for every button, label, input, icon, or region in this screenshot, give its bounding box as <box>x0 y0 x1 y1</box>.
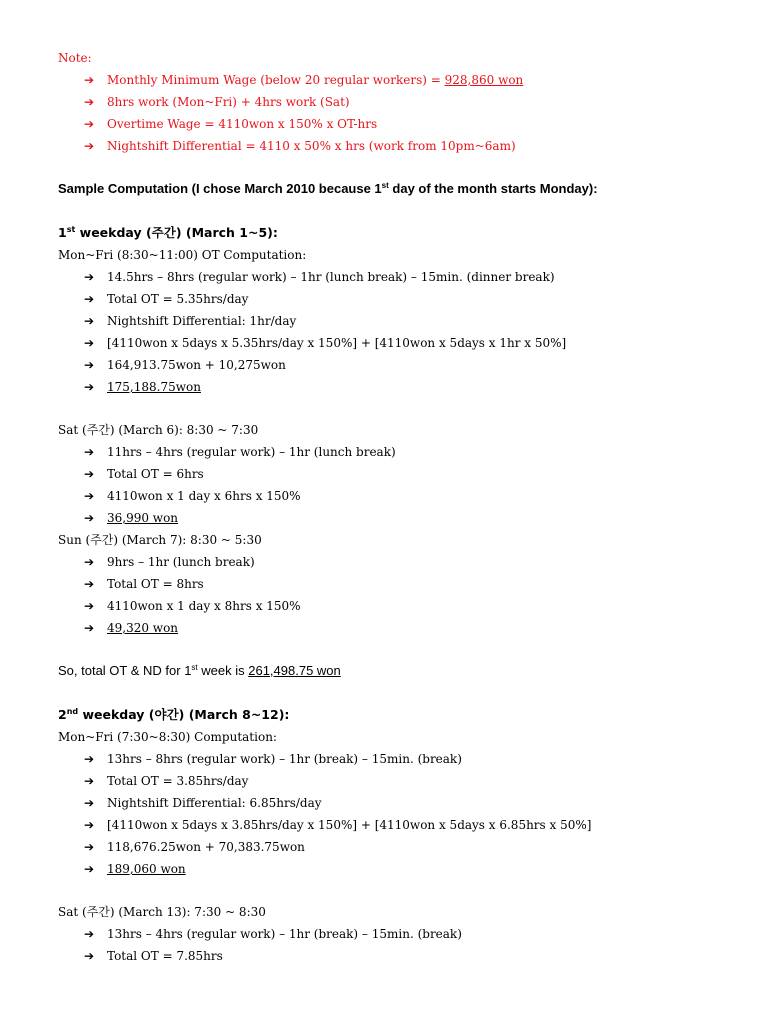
arrow-icon: ➔ <box>84 73 95 87</box>
list-item: ➔ 4110won x 1 day x 6hrs x 150% <box>84 489 301 503</box>
arrow-icon: ➔ <box>84 270 95 284</box>
list-item: ➔ 13hrs – 4hrs (regular work) – 1hr (break) – 15min. (break) <box>84 927 462 941</box>
arrow-icon: ➔ <box>84 949 95 963</box>
list-item-total: ➔ 189,060 won <box>84 862 186 876</box>
list-item: ➔ 13hrs – 8hrs (regular work) – 1hr (break) – 15min. (break) <box>84 752 462 766</box>
arrow-icon: ➔ <box>84 621 95 635</box>
arrow-icon: ➔ <box>84 511 95 525</box>
arrow-icon: ➔ <box>84 840 95 854</box>
list-item: ➔ [4110won x 5days x 3.85hrs/day x 150%] + [4110won x 5days x 6.85hrs x 50%] <box>84 818 592 832</box>
note-label: Note: <box>58 51 92 65</box>
week2-heading: 2nd weekday (야간) (March 8~12): <box>58 707 290 722</box>
arrow-icon: ➔ <box>84 774 95 788</box>
list-item: ➔ Total OT = 3.85hrs/day <box>84 774 249 788</box>
arrow-icon: ➔ <box>84 336 95 350</box>
arrow-icon: ➔ <box>84 358 95 372</box>
arrow-icon: ➔ <box>84 95 95 109</box>
minimum-wage-value: 928,860 won <box>444 73 524 87</box>
week1-total-value: 261,498.75 won <box>248 663 341 678</box>
week1-sun-label: Sun (주간) (March 7): 8:30 ~ 5:30 <box>58 533 262 547</box>
list-item: ➔ 9hrs – 1hr (lunch break) <box>84 555 255 569</box>
arrow-icon: ➔ <box>84 139 95 153</box>
list-item: ➔ Total OT = 5.35hrs/day <box>84 292 249 306</box>
list-item: ➔ Total OT = 7.85hrs <box>84 949 223 963</box>
arrow-icon: ➔ <box>84 752 95 766</box>
list-item: ➔ [4110won x 5days x 5.35hrs/day x 150%] + [4110won x 5days x 1hr x 50%] <box>84 336 567 350</box>
arrow-icon: ➔ <box>84 555 95 569</box>
week1-sat-label: Sat (주간) (March 6): 8:30 ~ 7:30 <box>58 423 259 437</box>
arrow-icon: ➔ <box>84 577 95 591</box>
arrow-icon: ➔ <box>84 599 95 613</box>
note-item: ➔ 8hrs work (Mon~Fri) + 4hrs work (Sat) <box>84 95 350 109</box>
arrow-icon: ➔ <box>84 467 95 481</box>
arrow-icon: ➔ <box>84 292 95 306</box>
arrow-icon: ➔ <box>84 314 95 328</box>
arrow-icon: ➔ <box>84 796 95 810</box>
arrow-icon: ➔ <box>84 818 95 832</box>
list-item: ➔ Total OT = 6hrs <box>84 467 204 481</box>
arrow-icon: ➔ <box>84 927 95 941</box>
week1-heading: 1st weekday (주간) (March 1~5): <box>58 225 278 240</box>
list-item: ➔ 4110won x 1 day x 8hrs x 150% <box>84 599 301 613</box>
week1-weekday-label: Mon~Fri (8:30~11:00) OT Computation: <box>58 248 307 262</box>
arrow-icon: ➔ <box>84 117 95 131</box>
arrow-icon: ➔ <box>84 380 95 394</box>
list-item: ➔ Nightshift Differential: 6.85hrs/day <box>84 796 322 810</box>
note-item: ➔ Overtime Wage = 4110won x 150% x OT-hrs <box>84 117 378 131</box>
list-item: ➔ Total OT = 8hrs <box>84 577 204 591</box>
note-item: ➔ Nightshift Differential = 4110 x 50% x hrs (work from 10pm~6am) <box>84 139 516 153</box>
list-item: ➔ 164,913.75won + 10,275won <box>84 358 286 372</box>
arrow-icon: ➔ <box>84 489 95 503</box>
week2-sat-label: Sat (주간) (March 13): 7:30 ~ 8:30 <box>58 905 266 919</box>
list-item-total: ➔ 175,188.75won <box>84 380 201 394</box>
list-item-total: ➔ 36,990 won <box>84 511 179 525</box>
list-item: ➔ 14.5hrs – 8hrs (regular work) – 1hr (lunch break) – 15min. (dinner break) <box>84 270 555 284</box>
week2-weekday-label: Mon~Fri (7:30~8:30) Computation: <box>58 730 277 744</box>
week1-summary: So, total OT & ND for 1st week is 261,498.75 won <box>58 663 341 678</box>
arrow-icon: ➔ <box>84 445 95 459</box>
list-item: ➔ 11hrs – 4hrs (regular work) – 1hr (lunch break) <box>84 445 396 459</box>
list-item: ➔ 118,676.25won + 70,383.75won <box>84 840 305 854</box>
arrow-icon: ➔ <box>84 862 95 876</box>
sample-heading: Sample Computation (I chose March 2010 because 1st day of the month starts Monday): <box>58 181 598 196</box>
list-item: ➔ Nightshift Differential: 1hr/day <box>84 314 297 328</box>
note-item: ➔ Monthly Minimum Wage (below 20 regular workers) = 928,860 won <box>84 73 524 87</box>
list-item-total: ➔ 49,320 won <box>84 621 179 635</box>
